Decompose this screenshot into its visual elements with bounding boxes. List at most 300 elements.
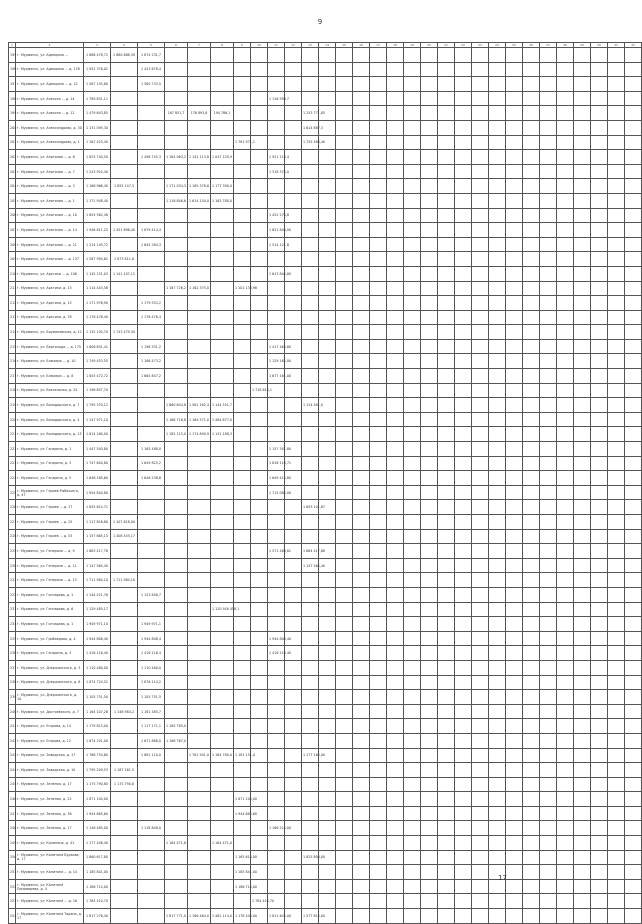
amount-cell: 1 185 115,0 <box>165 427 188 442</box>
empty-cell <box>574 544 591 559</box>
empty-cell <box>387 646 404 661</box>
empty-cell <box>625 442 642 457</box>
empty-cell <box>608 325 625 340</box>
amount-cell <box>234 631 251 646</box>
amount-cell <box>251 529 268 544</box>
amount-cell <box>188 208 211 223</box>
address-cell: г. Мурманск, ул. Капитана Тарана, д. 17 <box>16 909 84 924</box>
column-number: 6 <box>165 43 188 48</box>
table-row <box>9 719 642 734</box>
empty-cell <box>608 471 625 486</box>
empty-cell <box>574 179 591 194</box>
page-number-top: 9 <box>317 18 323 26</box>
empty-cell <box>438 631 455 646</box>
empty-cell <box>370 369 387 384</box>
empty-cell <box>336 836 353 851</box>
empty-cell <box>574 792 591 807</box>
empty-cell <box>438 208 455 223</box>
empty-cell <box>557 631 574 646</box>
empty-cell <box>421 354 438 369</box>
empty-cell <box>523 179 540 194</box>
empty-cell <box>608 91 625 106</box>
amount-cell: 1 789 831,11 <box>84 91 111 106</box>
amount-cell <box>211 120 234 135</box>
empty-cell <box>370 879 387 894</box>
amount-cell <box>138 909 165 924</box>
amount-cell: 1 177 165,00 <box>302 748 319 763</box>
table-row <box>9 733 642 748</box>
empty-cell <box>336 894 353 909</box>
empty-cell <box>404 850 421 865</box>
empty-cell <box>608 296 625 311</box>
empty-cell <box>404 485 421 500</box>
empty-cell <box>540 719 557 734</box>
empty-cell <box>421 296 438 311</box>
empty-cell <box>472 135 489 150</box>
empty-cell <box>387 442 404 457</box>
amount-cell <box>211 660 234 675</box>
empty-cell <box>591 879 608 894</box>
empty-cell <box>455 529 472 544</box>
empty-cell <box>506 617 523 632</box>
amount-cell <box>268 558 285 573</box>
empty-cell <box>506 515 523 530</box>
amount-cell: 1 243 910,40 <box>84 164 111 179</box>
amount-cell: 1 166 473,2 <box>138 354 165 369</box>
amount-cell <box>234 223 251 238</box>
empty-cell <box>336 704 353 719</box>
empty-cell <box>438 515 455 530</box>
empty-cell <box>472 660 489 675</box>
address-cell: г. Мурманск, ул. Арктики, д. 15 <box>16 296 84 311</box>
amount-cell: 1 479 643,85 <box>84 106 111 121</box>
amount-cell <box>234 646 251 661</box>
empty-cell <box>523 865 540 880</box>
empty-cell <box>489 354 506 369</box>
amount-cell: 176 893,8 <box>188 106 211 121</box>
empty-cell <box>472 587 489 602</box>
empty-cell <box>404 252 421 267</box>
column-number: 27 <box>540 43 557 48</box>
address-cell: г. Мурманск, ул. Егорова, д. 12 <box>16 733 84 748</box>
row-number: 250 <box>9 850 16 865</box>
empty-cell <box>387 150 404 165</box>
empty-cell <box>506 471 523 486</box>
empty-cell <box>523 879 540 894</box>
empty-cell <box>506 442 523 457</box>
amount-cell <box>111 412 138 427</box>
empty-cell <box>353 237 370 252</box>
amount-cell <box>234 310 251 325</box>
empty-cell <box>319 763 336 778</box>
table-row <box>9 690 642 705</box>
amount-cell <box>268 296 285 311</box>
empty-cell <box>574 77 591 92</box>
amount-cell <box>111 836 138 851</box>
empty-cell <box>574 296 591 311</box>
address-cell: г. Мурманск, ул. Капитана Буркова, д. 17 <box>16 850 84 865</box>
amount-cell <box>302 62 319 77</box>
empty-cell <box>472 91 489 106</box>
empty-cell <box>489 266 506 281</box>
empty-cell <box>523 909 540 924</box>
empty-cell <box>489 806 506 821</box>
amount-cell <box>302 704 319 719</box>
amount-cell: 1 131 095,30 <box>84 120 111 135</box>
empty-cell <box>591 398 608 413</box>
empty-cell <box>506 660 523 675</box>
empty-cell <box>523 296 540 311</box>
empty-cell <box>591 704 608 719</box>
empty-cell <box>557 339 574 354</box>
amount-cell <box>111 879 138 894</box>
amount-cell: 1 110 480,00 <box>84 660 111 675</box>
amount-cell <box>251 500 268 515</box>
amount-cell: 1 795 209,53 <box>84 763 111 778</box>
empty-cell <box>387 748 404 763</box>
amount-cell <box>111 369 138 384</box>
amount-cell: 1 147 971,10 <box>84 412 111 427</box>
empty-cell <box>574 617 591 632</box>
empty-cell <box>574 660 591 675</box>
amount-cell: 1 648 165,60 <box>84 471 111 486</box>
empty-cell <box>557 748 574 763</box>
empty-cell <box>455 237 472 252</box>
amount-cell: 1 186 714,00 <box>234 879 251 894</box>
amount-cell <box>211 77 234 92</box>
empty-cell <box>540 646 557 661</box>
amount-cell <box>251 836 268 851</box>
empty-cell <box>472 120 489 135</box>
empty-cell <box>523 427 540 442</box>
empty-cell <box>591 339 608 354</box>
empty-cell <box>557 821 574 836</box>
amount-cell <box>165 515 188 530</box>
empty-cell <box>387 252 404 267</box>
empty-cell <box>353 208 370 223</box>
empty-cell <box>506 485 523 500</box>
amount-cell <box>285 281 302 296</box>
empty-cell <box>336 690 353 705</box>
empty-cell <box>455 850 472 865</box>
table-row <box>9 573 642 588</box>
address-cell: г. Мурманск, ул. Адмирала ... д. 12 <box>16 77 84 92</box>
empty-cell <box>319 150 336 165</box>
table-row <box>9 821 642 836</box>
table-row <box>9 442 642 457</box>
amount-cell <box>138 894 165 909</box>
empty-cell <box>370 850 387 865</box>
amount-cell <box>211 763 234 778</box>
empty-cell <box>421 456 438 471</box>
empty-cell <box>472 763 489 778</box>
empty-cell <box>540 792 557 807</box>
empty-cell <box>387 821 404 836</box>
amount-cell <box>111 296 138 311</box>
amount-cell <box>111 310 138 325</box>
empty-cell <box>387 193 404 208</box>
empty-cell <box>336 120 353 135</box>
amount-cell <box>211 704 234 719</box>
empty-cell <box>387 266 404 281</box>
amount-cell <box>285 690 302 705</box>
empty-cell <box>370 792 387 807</box>
amount-cell <box>165 296 188 311</box>
empty-cell <box>574 675 591 690</box>
row-number: 224 <box>9 471 16 486</box>
empty-cell <box>404 339 421 354</box>
table-row <box>9 500 642 515</box>
amount-cell <box>165 164 188 179</box>
empty-cell <box>506 120 523 135</box>
empty-cell <box>574 106 591 121</box>
empty-cell <box>353 48 370 63</box>
empty-cell <box>489 296 506 311</box>
amount-cell <box>138 398 165 413</box>
amount-cell: 1 577 815,00 <box>302 909 319 924</box>
empty-cell <box>540 602 557 617</box>
empty-cell <box>591 690 608 705</box>
empty-cell <box>523 471 540 486</box>
table-row <box>9 135 642 150</box>
empty-cell <box>625 252 642 267</box>
amount-cell <box>188 383 211 398</box>
amount-cell <box>211 135 234 150</box>
empty-cell <box>353 193 370 208</box>
amount-cell <box>138 208 165 223</box>
amount-cell <box>111 398 138 413</box>
empty-cell <box>608 383 625 398</box>
empty-cell <box>472 398 489 413</box>
address-cell: г. Мурманск, ул. Арктики ... д. 106 <box>16 266 84 281</box>
row-number: 211 <box>9 281 16 296</box>
empty-cell <box>506 281 523 296</box>
amount-cell: 1 142 113,8 <box>188 150 211 165</box>
empty-cell <box>353 339 370 354</box>
empty-cell <box>472 617 489 632</box>
empty-cell <box>523 806 540 821</box>
empty-cell <box>557 427 574 442</box>
empty-cell <box>455 62 472 77</box>
amount-cell <box>165 704 188 719</box>
empty-cell <box>489 719 506 734</box>
empty-cell <box>523 120 540 135</box>
empty-cell <box>421 806 438 821</box>
empty-cell <box>489 179 506 194</box>
empty-cell <box>557 646 574 661</box>
empty-cell <box>404 442 421 457</box>
amount-cell <box>165 383 188 398</box>
empty-cell <box>523 223 540 238</box>
empty-cell <box>319 456 336 471</box>
amount-cell <box>188 515 211 530</box>
empty-cell <box>574 763 591 778</box>
row-number: 239 <box>9 690 16 705</box>
amount-cell <box>285 587 302 602</box>
empty-cell <box>608 369 625 384</box>
empty-cell <box>387 558 404 573</box>
empty-cell <box>591 544 608 559</box>
empty-cell <box>387 631 404 646</box>
amount-cell: 1 165 614,00 <box>234 850 251 865</box>
empty-cell <box>557 587 574 602</box>
address-cell: г. Мурманск, ул. Баумановская, д. 12 <box>16 325 84 340</box>
empty-cell <box>506 412 523 427</box>
empty-cell <box>319 485 336 500</box>
empty-cell <box>387 806 404 821</box>
row-number: 195 <box>9 48 16 63</box>
amount-cell <box>111 792 138 807</box>
empty-cell <box>387 909 404 924</box>
empty-cell <box>319 208 336 223</box>
column-number: 7 <box>188 43 211 48</box>
amount-cell <box>111 894 138 909</box>
empty-cell <box>557 164 574 179</box>
empty-cell <box>370 120 387 135</box>
amount-cell: 1 587 155,80 <box>84 77 111 92</box>
amount-cell: 1 743 479,30 <box>111 325 138 340</box>
empty-cell <box>625 135 642 150</box>
empty-cell <box>489 77 506 92</box>
empty-cell <box>523 690 540 705</box>
amount-cell <box>234 266 251 281</box>
empty-cell <box>472 208 489 223</box>
empty-cell <box>387 865 404 880</box>
amount-cell <box>302 865 319 880</box>
empty-cell <box>336 398 353 413</box>
empty-cell <box>489 223 506 238</box>
amount-cell: 1 817 771,0 <box>165 909 188 924</box>
empty-cell <box>608 879 625 894</box>
empty-cell <box>608 719 625 734</box>
amount-cell <box>268 325 285 340</box>
amount-cell <box>285 792 302 807</box>
empty-cell <box>421 266 438 281</box>
table-row <box>9 704 642 719</box>
address-cell: г. Мурманск, ул. Зеленая, д. 22 <box>16 792 84 807</box>
amount-cell <box>302 602 319 617</box>
amount-cell: 1 874 231,7 <box>138 48 165 63</box>
table-row <box>9 850 642 865</box>
empty-cell <box>353 631 370 646</box>
address-cell: г. Мурманск, ул. Заводская, д. 10 <box>16 763 84 778</box>
amount-cell: 1 944 808,40 <box>268 631 285 646</box>
empty-cell <box>489 208 506 223</box>
empty-cell <box>421 164 438 179</box>
empty-cell <box>370 763 387 778</box>
empty-cell <box>336 223 353 238</box>
amount-cell <box>138 544 165 559</box>
table-row <box>9 456 642 471</box>
amount-cell <box>111 354 138 369</box>
empty-cell <box>557 383 574 398</box>
empty-cell <box>489 836 506 851</box>
empty-cell <box>455 164 472 179</box>
empty-cell <box>625 325 642 340</box>
amount-cell <box>251 369 268 384</box>
amount-cell <box>268 587 285 602</box>
amount-cell: 1 949 971,1 <box>138 617 165 632</box>
empty-cell <box>540 850 557 865</box>
empty-cell <box>523 485 540 500</box>
amount-cell: 1 165 378,6 <box>188 179 211 194</box>
amount-cell <box>251 252 268 267</box>
empty-cell <box>353 544 370 559</box>
empty-cell <box>489 456 506 471</box>
empty-cell <box>353 865 370 880</box>
empty-cell <box>319 471 336 486</box>
empty-cell <box>319 894 336 909</box>
amount-cell <box>211 266 234 281</box>
empty-cell <box>387 894 404 909</box>
amount-cell: 1 452 276,8 <box>268 208 285 223</box>
empty-cell <box>336 48 353 63</box>
empty-cell <box>336 909 353 924</box>
empty-cell <box>591 179 608 194</box>
column-number: 15 <box>336 43 353 48</box>
empty-cell <box>421 383 438 398</box>
empty-cell <box>404 704 421 719</box>
empty-cell <box>591 383 608 398</box>
empty-cell <box>540 398 557 413</box>
empty-cell <box>319 733 336 748</box>
empty-cell <box>472 544 489 559</box>
amount-cell <box>165 237 188 252</box>
empty-cell <box>353 792 370 807</box>
amount-cell: 1 845 614,71 <box>84 500 111 515</box>
address-cell: г. Мурманск, ул. Капитана Пономарева, д. 4 <box>16 879 84 894</box>
empty-cell <box>370 836 387 851</box>
amount-cell <box>285 529 302 544</box>
amount-cell <box>211 573 234 588</box>
empty-cell <box>438 792 455 807</box>
empty-cell <box>625 281 642 296</box>
empty-cell <box>370 179 387 194</box>
empty-cell <box>438 850 455 865</box>
empty-cell <box>421 208 438 223</box>
amount-cell <box>211 91 234 106</box>
amount-cell: 1 715 084,00 <box>268 485 285 500</box>
empty-cell <box>557 398 574 413</box>
empty-cell <box>387 208 404 223</box>
empty-cell <box>319 704 336 719</box>
column-number: 13 <box>302 43 319 48</box>
amount-cell: 1 117 171,1 <box>138 719 165 734</box>
amount-cell <box>211 456 234 471</box>
empty-cell <box>404 792 421 807</box>
amount-cell: 1 186 966,40 <box>84 179 111 194</box>
empty-cell <box>387 106 404 121</box>
empty-cell <box>319 602 336 617</box>
empty-cell <box>506 325 523 340</box>
empty-cell <box>421 821 438 836</box>
empty-cell <box>370 660 387 675</box>
table-row <box>9 617 642 632</box>
empty-cell <box>591 120 608 135</box>
amount-cell <box>111 617 138 632</box>
address-cell: г. Мурманск, ул. Героев ... д. 53 <box>16 529 84 544</box>
empty-cell <box>591 369 608 384</box>
empty-cell <box>472 442 489 457</box>
empty-cell <box>574 558 591 573</box>
empty-cell <box>421 485 438 500</box>
row-number: 227 <box>9 515 16 530</box>
empty-cell <box>557 690 574 705</box>
empty-cell <box>472 237 489 252</box>
table-row <box>9 208 642 223</box>
table-row <box>9 62 642 77</box>
amount-cell <box>234 485 251 500</box>
